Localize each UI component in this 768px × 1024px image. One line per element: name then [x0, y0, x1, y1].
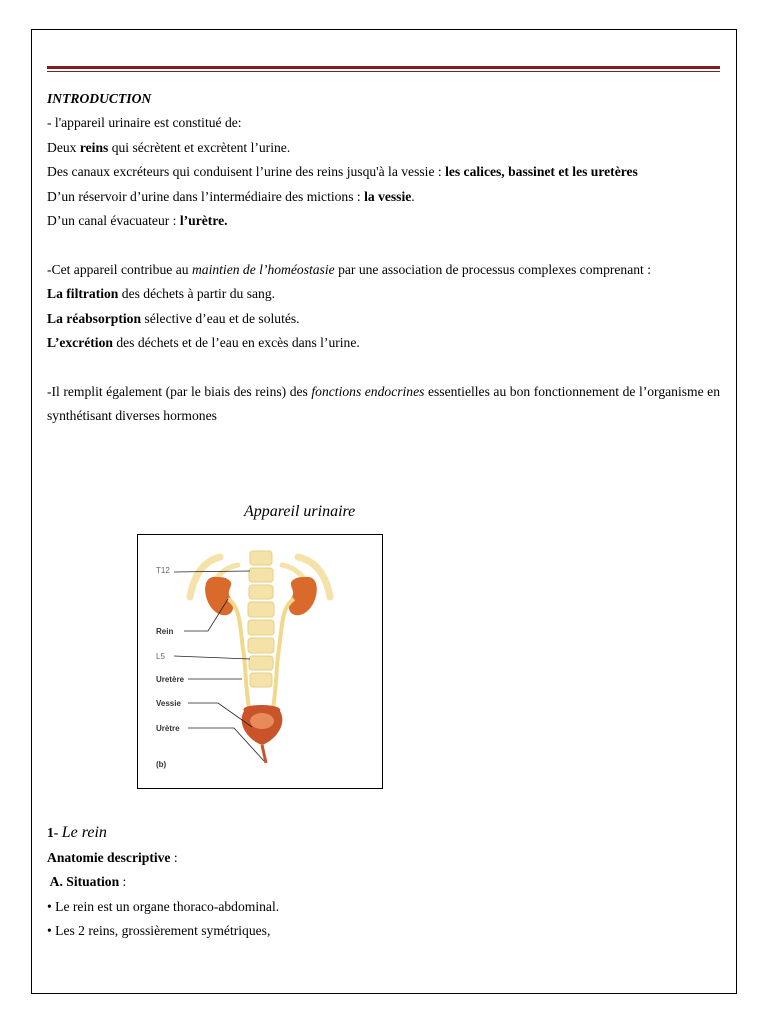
intro-line-1: [47, 111, 720, 135]
endocrine-p-b: fonctions endocrines: [311, 383, 425, 399]
introduction-section: [47, 87, 720, 429]
spacer: [47, 233, 720, 257]
label-t12: T12: [156, 566, 170, 575]
bullet-item: • Les 2 reins, grossièrement symétriques,: [47, 923, 271, 939]
intro-line-1-text: - l'appareil urinaire est constitué de:: [47, 115, 242, 131]
intro-line-5-a: D’un canal évacuateur :: [47, 213, 180, 229]
process-excretion: [47, 331, 720, 355]
label-uretere: Uretère: [156, 675, 185, 684]
process-reabsorption: [47, 307, 720, 331]
label-panel-b: (b): [156, 760, 167, 769]
header-rule: [47, 66, 720, 69]
process-reabsorption-term: La réabsorption: [47, 310, 142, 326]
intro-line-3-b: les calices, bassinet et les uretères: [445, 164, 638, 180]
intro-line-3-a: Des canaux excréteurs qui conduisent l’urine des reins jusqu'à la vessie :: [47, 164, 446, 180]
homeostasis-p-a: -Cet appareil contribue au: [47, 261, 192, 277]
process-filtration: [47, 282, 720, 306]
ureter-right: [272, 599, 294, 713]
process-excretion-text: des déchets et de l’eau en excès dans l’urine.: [112, 335, 360, 351]
label-uretre: Urètre: [156, 724, 180, 733]
bladder-interior: [250, 713, 274, 729]
homeostasis-p-b: maintien de l’homéostasie: [191, 261, 335, 277]
spine: [248, 551, 274, 687]
kidney-right: [289, 577, 317, 615]
intro-line-3: [47, 160, 720, 184]
intro-line-5-b: l’urètre.: [179, 213, 228, 229]
process-filtration-text: des déchets à partir du sang.: [118, 286, 276, 302]
label-rein: Rein: [156, 627, 174, 636]
process-reabsorption-text: sélective d’eau et de solutés.: [141, 310, 300, 326]
process-excretion-term: L’excrétion: [47, 335, 113, 351]
figure-caption: Appareil urinaire: [244, 503, 356, 520]
label-l5: L5: [156, 652, 165, 661]
spacer: [47, 355, 720, 379]
homeostasis-p-c: par une association de processus complexes comprenant :: [334, 261, 652, 277]
endocrine-paragraph: [47, 380, 720, 429]
endocrine-p-a: -Il remplit également (par le biais des reins) des: [47, 383, 312, 399]
section-le-rein: [47, 820, 720, 944]
intro-line-4: [47, 185, 720, 209]
intro-line-4-c: .: [411, 188, 415, 204]
intro-line-2-c: qui sécrètent et excrètent l’urine.: [108, 139, 291, 155]
situation-heading-suffix: :: [119, 874, 127, 890]
bullet-item: • Le rein est un organe thoraco-abdominal.: [47, 898, 280, 914]
anatomy-subtitle-text: Anatomie descriptive: [47, 850, 171, 865]
intro-title: INTRODUCTION: [47, 91, 152, 106]
urethra: [262, 745, 266, 763]
label-vessie: Vessie: [156, 699, 181, 708]
kidney-left: [205, 577, 233, 615]
intro-line-5: [47, 209, 720, 233]
situation-heading: [47, 870, 720, 894]
homeostasis-paragraph: [47, 258, 720, 282]
intro-line-2: [47, 136, 720, 160]
urinary-system-diagram: [138, 535, 382, 788]
intro-line-4-b: la vessie: [364, 188, 412, 204]
intro-line-2-a: Deux: [47, 139, 80, 155]
endocrine-p-c: essentielles au bon fonctionnement de l’organisme en synthétisant diverses hormones: [47, 383, 721, 424]
intro-line-2-b: reins: [79, 139, 109, 155]
urinary-system-figure: [137, 534, 383, 789]
process-filtration-term: La filtration: [47, 286, 119, 302]
section-title: [47, 820, 720, 846]
section-title-text: Le rein: [61, 824, 107, 841]
anatomy-subtitle: [47, 846, 720, 870]
section-number: 1-: [47, 825, 62, 840]
intro-line-4-a: D’un réservoir d’urine dans l’intermédiaire des mictions :: [47, 188, 365, 204]
header-rule-thin: [47, 71, 720, 72]
anatomy-subtitle-suffix: :: [170, 850, 178, 865]
ureter-left: [228, 599, 250, 713]
situation-heading-text: A. Situation: [47, 874, 120, 890]
